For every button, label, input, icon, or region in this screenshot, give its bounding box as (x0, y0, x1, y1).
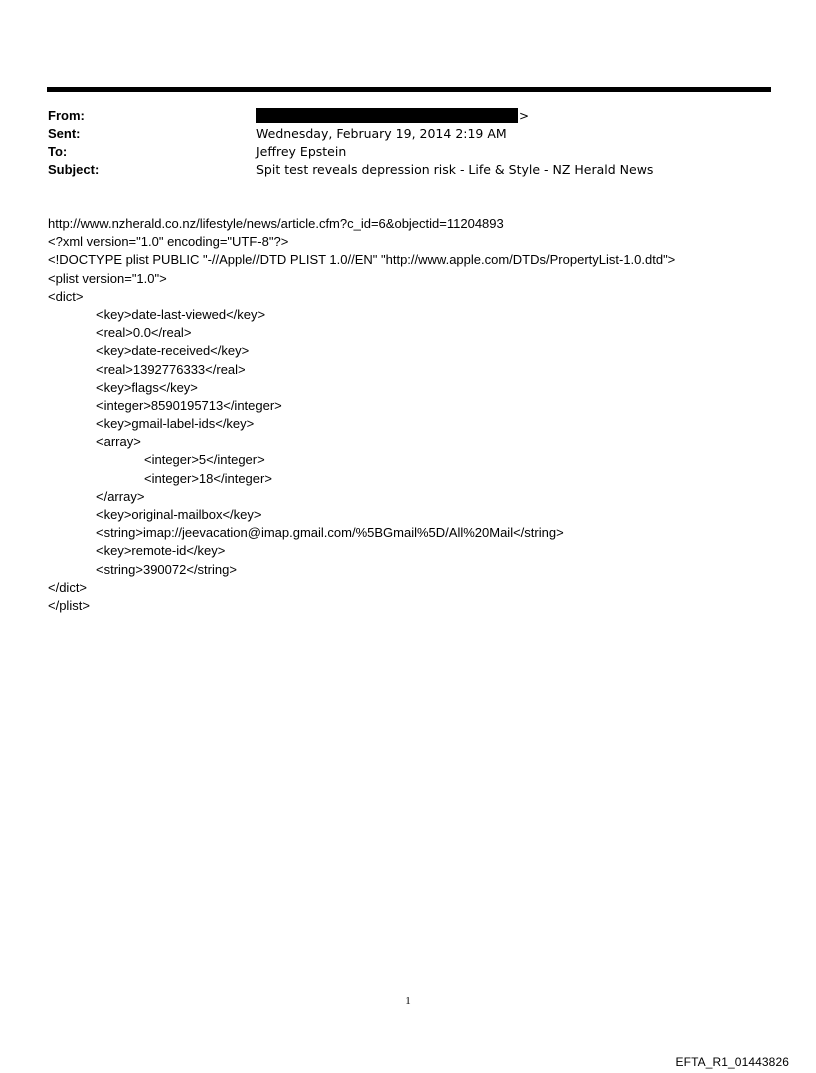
body-line: <array> (96, 434, 141, 450)
from-suffix: > (519, 109, 530, 123)
body-line: <?xml version="1.0" encoding="UTF-8"?> (48, 234, 289, 250)
body-line: <integer>18</integer> (144, 470, 272, 486)
from-value (256, 107, 529, 125)
body-line: <key>gmail-label-ids</key> (96, 416, 255, 432)
subject-value: Spit test reveals depression risk - Life & Style - NZ Herald News (256, 162, 654, 177)
body-line: http://www.nzherald.co.nz/lifestyle/news/article.cfm?c_id=6&objectid=11204893 (48, 216, 504, 231)
body-line: <integer>5</integer> (144, 452, 265, 468)
sent-label: Sent: (48, 126, 81, 141)
from-row (48, 107, 748, 125)
body-line: </dict> (48, 579, 88, 595)
to-label: To: (48, 144, 68, 159)
page-number: 1 (405, 995, 411, 1007)
body-line: <key>date-last-viewed</key> (96, 306, 266, 322)
body-line: <key>remote-id</key> (96, 543, 226, 559)
sent-row (48, 125, 748, 143)
redaction-block (256, 108, 518, 123)
body-line: <key>original-mailbox</key> (96, 507, 262, 522)
body-line: <string>imap://jeevacation@imap.gmail.com/%5BGmail%5D/All%20Mail</string> (96, 525, 564, 541)
from-label: From: (48, 108, 85, 123)
body-line: <integer>8590195713</integer> (96, 397, 282, 413)
header-divider (47, 87, 771, 92)
bates-number: EFTA_R1_01443826 (675, 1055, 789, 1069)
body-line: <key>flags</key> (96, 379, 198, 395)
body-line: <dict> (48, 288, 84, 304)
subject-row (48, 161, 748, 179)
to-value: Jeffrey Epstein (256, 144, 347, 159)
body-line: <real>1392776333</real> (96, 361, 246, 377)
body-line: <real>0.0</real> (96, 325, 192, 341)
email-body (48, 215, 788, 615)
subject-label: Subject: (48, 162, 100, 177)
body-line: <plist version="1.0"> (48, 270, 167, 286)
body-line: <!DOCTYPE plist PUBLIC "-//Apple//DTD PLIST 1.0//EN" "http://www.apple.com/DTDs/PropertyList-1.0.dtd"> (48, 252, 676, 268)
body-line: <string>390072</string> (96, 561, 237, 577)
sent-value: Wednesday, February 19, 2014 2:19 AM (256, 126, 507, 141)
body-line: <key>date-received</key> (96, 343, 250, 359)
to-row (48, 143, 748, 161)
body-line: </array> (96, 488, 145, 504)
email-header (48, 107, 748, 179)
body-line: </plist> (48, 597, 90, 613)
